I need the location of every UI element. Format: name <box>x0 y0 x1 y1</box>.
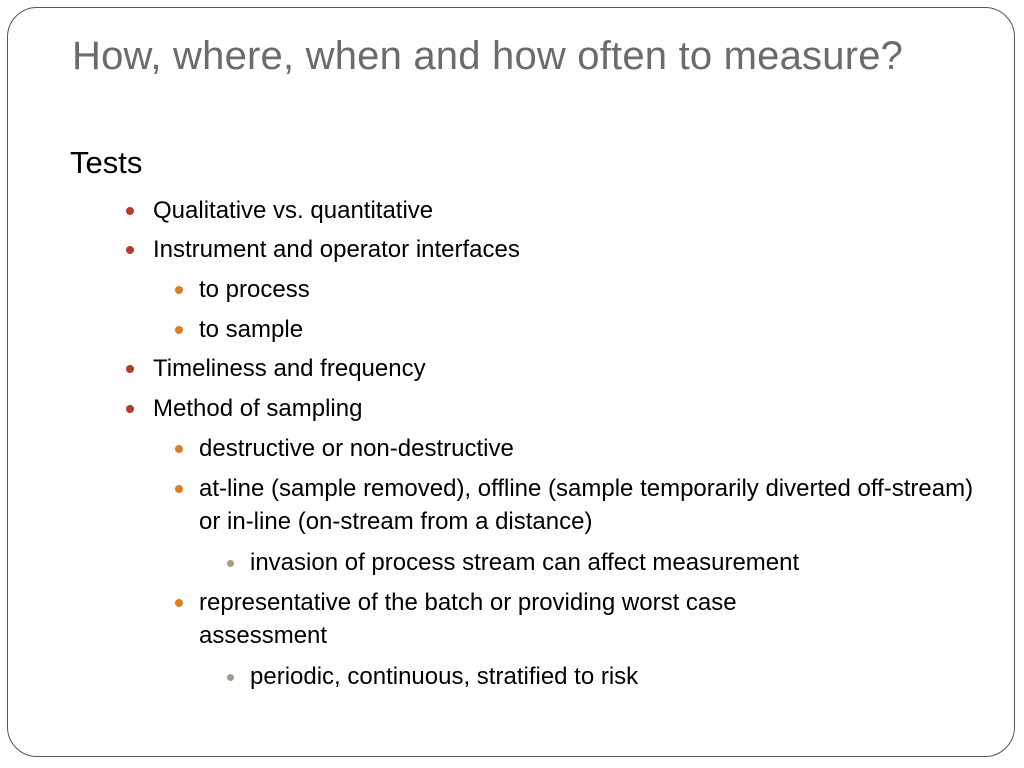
slide-title: How, where, when and how often to measure? <box>72 34 904 78</box>
bullet-marker-l1 <box>126 365 134 373</box>
bullet-marker-l2 <box>175 286 183 294</box>
bullet-marker-l1 <box>126 246 134 254</box>
bullet-marker-l2 <box>175 485 183 493</box>
bullet-method-of-sampling: Method of sampling <box>153 395 363 422</box>
bullet-marker-l1 <box>126 405 134 413</box>
bullet-at-line-offline-inline: at-line (sample removed), offline (sample temporarily diverted off-stream) or in-line (on-stream from a distance) <box>199 475 974 535</box>
bullet-marker-l3 <box>227 560 234 567</box>
bullet-marker-l2 <box>175 445 183 453</box>
bullet-marker-l2 <box>175 326 183 334</box>
section-heading: Tests <box>70 145 143 180</box>
bullet-invasion-of-stream: invasion of process stream can affect measurement <box>250 549 800 576</box>
bullet-destructive: destructive or non-destructive <box>199 435 514 462</box>
bullet-periodic-continuous: periodic, continuous, stratified to risk <box>250 663 639 690</box>
bullet-to-sample: to sample <box>199 316 304 343</box>
bullet-marker-l1 <box>126 207 134 215</box>
bullet-instrument-interfaces: Instrument and operator interfaces <box>153 236 520 263</box>
bullet-to-process: to process <box>199 276 310 303</box>
bullet-timeliness: Timeliness and frequency <box>153 355 426 382</box>
bullet-marker-l3 <box>227 674 234 681</box>
bullet-representative-of-batch: representative of the batch or providing worst case assessment <box>199 589 737 649</box>
bullet-qualitative: Qualitative vs. quantitative <box>153 197 434 224</box>
bullet-marker-l2 <box>175 599 183 607</box>
